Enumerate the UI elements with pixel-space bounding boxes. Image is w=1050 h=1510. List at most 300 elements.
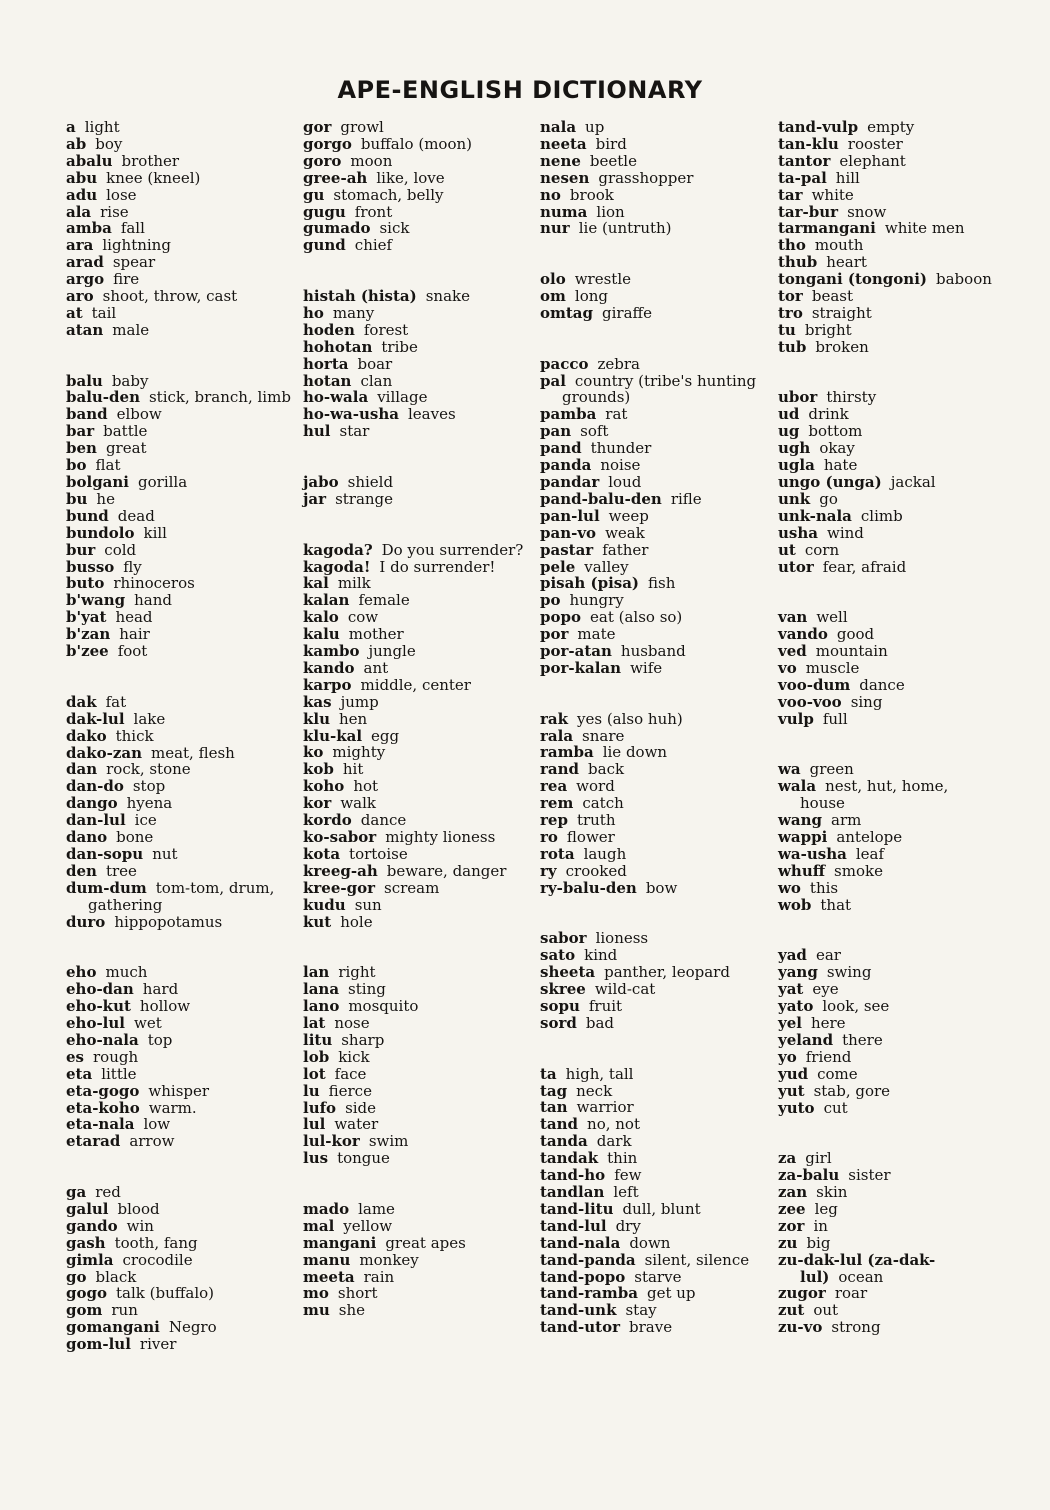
english-definition: talk (buffalo) xyxy=(116,1284,215,1303)
english-definition: weep xyxy=(608,506,649,525)
english-definition: male xyxy=(112,320,150,339)
dictionary-entry xyxy=(66,795,302,812)
dictionary-entry xyxy=(303,1032,539,1049)
dictionary-entry xyxy=(303,1269,539,1286)
dictionary-entry xyxy=(303,1066,539,1083)
ape-word: wob xyxy=(778,895,812,914)
dictionary-entry xyxy=(303,677,539,694)
dictionary-entry xyxy=(540,609,776,626)
ape-word: gom xyxy=(66,1301,103,1320)
english-definition: arrow xyxy=(129,1132,175,1151)
dictionary-entry xyxy=(303,153,539,170)
dictionary-entry xyxy=(303,694,539,711)
ape-word: bundolo xyxy=(66,523,135,542)
ape-word: wa-usha xyxy=(778,844,847,863)
ape-word: ala xyxy=(66,202,92,221)
ape-word: band xyxy=(66,405,108,424)
ape-word: dak xyxy=(66,692,97,711)
dictionary-entry xyxy=(66,271,302,288)
ape-word: eho-dan xyxy=(66,980,134,999)
ape-word: etarad xyxy=(66,1132,121,1151)
ape-word: tand-ramba xyxy=(540,1284,638,1303)
english-definition: brook xyxy=(569,185,614,204)
english-definition: dull, blunt xyxy=(622,1199,701,1218)
english-definition: front xyxy=(354,202,393,221)
dictionary-entry xyxy=(778,711,993,728)
ape-word: dak-lul xyxy=(66,709,125,728)
ape-word: rand xyxy=(540,760,580,779)
ape-word: b'zan xyxy=(66,625,111,644)
english-definition: okay xyxy=(819,439,855,458)
english-definition: come xyxy=(817,1064,858,1083)
dictionary-entry xyxy=(778,491,993,508)
english-definition: elbow xyxy=(116,405,162,424)
ape-word: zu-dak-lul (za-dak-lul) xyxy=(778,1250,936,1286)
dictionary-entry xyxy=(778,559,993,576)
section-gap xyxy=(66,660,302,694)
english-definition: warm. xyxy=(148,1098,197,1117)
ape-word: unk-nala xyxy=(778,506,852,525)
english-definition: rain xyxy=(363,1267,395,1286)
ape-word: kalu xyxy=(303,625,340,644)
ape-word: ubor xyxy=(778,388,818,407)
dictionary-entry xyxy=(778,863,993,880)
english-definition: thin xyxy=(607,1149,638,1168)
dictionary-entry xyxy=(540,170,776,187)
english-definition: truth xyxy=(576,811,616,830)
ape-word: ro xyxy=(540,828,558,847)
dictionary-entry xyxy=(778,964,993,981)
ape-word: sheeta xyxy=(540,963,596,982)
ape-word: ara xyxy=(66,236,94,255)
dictionary-entry xyxy=(540,542,776,559)
dictionary-entry xyxy=(540,153,776,170)
dictionary-entry xyxy=(66,373,302,390)
dictionary-entry xyxy=(540,1015,776,1032)
english-definition: dark xyxy=(596,1132,632,1151)
ape-word: ramba xyxy=(540,743,594,762)
ape-word: rea xyxy=(540,777,568,796)
english-definition: mighty xyxy=(332,743,386,762)
english-definition: here xyxy=(810,1013,846,1032)
english-definition: mosquito xyxy=(348,997,419,1016)
dictionary-entry xyxy=(778,1302,993,1319)
dictionary-entry xyxy=(303,423,539,440)
english-definition: noise xyxy=(600,456,641,475)
ape-word: pisah (pisa) xyxy=(540,574,640,593)
english-definition: hate xyxy=(823,456,858,475)
ape-word: bar xyxy=(66,422,95,441)
section-gap xyxy=(540,1032,776,1066)
ape-word: tand xyxy=(540,1115,579,1134)
ape-word: whuff xyxy=(778,861,826,880)
section-gap xyxy=(778,575,993,609)
dictionary-entry xyxy=(778,1066,993,1083)
ape-word: po xyxy=(540,591,561,610)
ape-word: tantor xyxy=(778,151,831,170)
english-definition: win xyxy=(126,1216,154,1235)
dictionary-entry xyxy=(66,1116,302,1133)
ape-word: yo xyxy=(778,1047,797,1066)
ape-word: pastar xyxy=(540,540,594,559)
english-definition: foot xyxy=(117,642,148,661)
dictionary-entry xyxy=(778,880,993,897)
english-definition: little xyxy=(101,1064,137,1083)
dictionary-entry xyxy=(540,136,776,153)
dictionary-entry xyxy=(540,626,776,643)
dictionary-column-3 xyxy=(540,119,776,1336)
english-definition: beast xyxy=(811,287,853,306)
dictionary-entry xyxy=(303,660,539,677)
dictionary-entry xyxy=(303,187,539,204)
dictionary-entry xyxy=(778,694,993,711)
dictionary-entry xyxy=(540,491,776,508)
dictionary-entry xyxy=(778,474,993,491)
ape-word: aro xyxy=(66,287,94,306)
ape-word: ungo (unga) xyxy=(778,473,882,492)
ape-word: zugor xyxy=(778,1284,826,1303)
ape-word: por-kalan xyxy=(540,658,622,677)
dictionary-entry xyxy=(540,220,776,237)
english-definition: antelope xyxy=(836,828,903,847)
dictionary-entry xyxy=(303,1201,539,1218)
ape-word: ud xyxy=(778,405,800,424)
dictionary-entry xyxy=(66,1285,302,1302)
english-definition: high, tall xyxy=(565,1064,634,1083)
dictionary-entry xyxy=(66,711,302,728)
dictionary-entry xyxy=(778,305,993,322)
dictionary-entry xyxy=(303,897,539,914)
dictionary-column-2 xyxy=(303,119,539,1319)
dictionary-entry xyxy=(303,322,539,339)
ape-word: koho xyxy=(303,777,345,796)
ape-word: histah (hista) xyxy=(303,287,417,306)
english-definition: kick xyxy=(338,1047,370,1066)
english-definition: tree xyxy=(105,861,137,880)
english-definition: jackal xyxy=(890,473,936,492)
dictionary-entry xyxy=(303,609,539,626)
ape-word: amba xyxy=(66,219,112,238)
dictionary-column-1 xyxy=(66,119,302,1353)
english-definition: out xyxy=(813,1301,839,1320)
dictionary-entry xyxy=(303,1218,539,1235)
dictionary-entry xyxy=(66,1218,302,1235)
english-definition: hair xyxy=(119,625,150,644)
dictionary-entry xyxy=(778,288,993,305)
dictionary-entry xyxy=(778,339,993,356)
english-definition: warrior xyxy=(576,1098,634,1117)
ape-word: sato xyxy=(540,946,576,965)
dictionary-entry xyxy=(66,778,302,795)
english-definition: hand xyxy=(134,591,172,610)
dictionary-entry xyxy=(778,204,993,221)
ape-word: pan xyxy=(540,422,572,441)
dictionary-entry xyxy=(540,930,776,947)
dictionary-entry xyxy=(540,525,776,542)
ape-word: dano xyxy=(66,828,108,847)
english-definition: star xyxy=(339,422,370,441)
ape-word: utor xyxy=(778,557,814,576)
english-definition: full xyxy=(822,709,848,728)
dictionary-entry xyxy=(778,542,993,559)
section-gap xyxy=(66,1150,302,1184)
ape-word: gumado xyxy=(303,219,371,238)
section-gap xyxy=(540,677,776,711)
dictionary-entry xyxy=(303,1015,539,1032)
dictionary-entry xyxy=(303,406,539,423)
english-definition: crooked xyxy=(565,861,627,880)
english-definition: bird xyxy=(595,134,627,153)
ape-word: voo-dum xyxy=(778,675,851,694)
english-definition: flat xyxy=(95,456,121,475)
english-definition: roar xyxy=(834,1284,868,1303)
ape-word: ug xyxy=(778,422,800,441)
english-definition: fierce xyxy=(328,1081,372,1100)
ape-word: yud xyxy=(778,1064,809,1083)
english-definition: big xyxy=(806,1233,831,1252)
dictionary-entry xyxy=(303,373,539,390)
english-definition: sick xyxy=(379,219,410,238)
english-definition: grasshopper xyxy=(598,168,694,187)
dictionary-entry xyxy=(303,288,539,305)
dictionary-entry xyxy=(778,153,993,170)
dictionary-entry xyxy=(540,1319,776,1336)
ape-word: mado xyxy=(303,1199,350,1218)
ape-word: zut xyxy=(778,1301,805,1320)
dictionary-entry xyxy=(540,457,776,474)
ape-word: lot xyxy=(303,1064,326,1083)
ape-word: busso xyxy=(66,557,115,576)
section-gap xyxy=(303,508,539,542)
english-definition: rise xyxy=(100,202,129,221)
ape-word: ved xyxy=(778,642,807,661)
ape-word: tu xyxy=(778,320,796,339)
dictionary-entry xyxy=(303,305,539,322)
dictionary-entry xyxy=(303,170,539,187)
ape-word: bolgani xyxy=(66,473,130,492)
english-definition: in xyxy=(813,1216,828,1235)
english-definition: flower xyxy=(566,828,615,847)
dictionary-entry xyxy=(66,187,302,204)
dictionary-entry xyxy=(303,1100,539,1117)
dictionary-entry xyxy=(66,1336,302,1353)
english-definition: eat (also so) xyxy=(590,608,683,627)
dictionary-entry xyxy=(303,728,539,745)
ape-word: kota xyxy=(303,844,341,863)
dictionary-entry xyxy=(540,1116,776,1133)
dictionary-entry xyxy=(778,609,993,626)
dictionary-entry xyxy=(303,998,539,1015)
dictionary-entry xyxy=(66,322,302,339)
dictionary-entry xyxy=(778,1100,993,1117)
ape-word: van xyxy=(778,608,808,627)
ape-word: lufo xyxy=(303,1098,337,1117)
english-definition: sister xyxy=(848,1166,891,1185)
ape-word: vo xyxy=(778,658,797,677)
english-definition: snow xyxy=(847,202,887,221)
dictionary-entry xyxy=(66,1252,302,1269)
dictionary-entry xyxy=(303,643,539,660)
dictionary-entry xyxy=(540,761,776,778)
english-definition: hill xyxy=(835,168,860,187)
dictionary-entry xyxy=(66,389,302,406)
english-definition: tongue xyxy=(337,1149,390,1168)
dictionary-entry xyxy=(303,778,539,795)
dictionary-entry xyxy=(778,119,993,136)
english-definition: ear xyxy=(815,946,841,965)
dictionary-entry xyxy=(303,880,539,897)
english-definition: hungry xyxy=(569,591,624,610)
dictionary-entry xyxy=(778,1285,993,1302)
ape-word: klu-kal xyxy=(303,726,363,745)
dictionary-entry xyxy=(778,220,993,237)
ape-word: mu xyxy=(303,1301,330,1320)
english-definition: arm xyxy=(831,811,862,830)
dictionary-entry xyxy=(778,1049,993,1066)
ape-word: tar-bur xyxy=(778,202,839,221)
dictionary-entry xyxy=(778,508,993,525)
dictionary-entry xyxy=(540,1285,776,1302)
english-definition: much xyxy=(105,963,148,982)
english-definition: neck xyxy=(576,1081,613,1100)
ape-word: yato xyxy=(778,997,814,1016)
dictionary-entry xyxy=(66,204,302,221)
english-definition: middle, center xyxy=(360,675,471,694)
english-definition: get up xyxy=(646,1284,696,1303)
ape-word: gando xyxy=(66,1216,118,1235)
ape-word: lul-kor xyxy=(303,1132,360,1151)
dictionary-entry xyxy=(303,575,539,592)
section-gap xyxy=(778,728,993,762)
english-definition: husband xyxy=(620,642,686,661)
english-definition: fruit xyxy=(588,997,623,1016)
dictionary-entry xyxy=(66,914,302,931)
dictionary-entry xyxy=(66,119,302,136)
dictionary-entry xyxy=(540,1167,776,1184)
ape-word: eho-nala xyxy=(66,1030,139,1049)
english-definition: cow xyxy=(347,608,379,627)
english-definition: giraffe xyxy=(602,303,653,322)
english-definition: bone xyxy=(116,828,154,847)
english-definition: bright xyxy=(804,320,852,339)
english-definition: eye xyxy=(812,980,839,999)
english-definition: village xyxy=(377,388,428,407)
dictionary-entry xyxy=(303,356,539,373)
english-definition: crocodile xyxy=(122,1250,193,1269)
dictionary-entry xyxy=(66,542,302,559)
ape-word: neeta xyxy=(540,134,587,153)
ape-word: pele xyxy=(540,557,576,576)
ape-word: buto xyxy=(66,574,105,593)
dictionary-entry xyxy=(303,339,539,356)
english-definition: brave xyxy=(629,1318,673,1337)
ape-word: litu xyxy=(303,1030,333,1049)
dictionary-entry xyxy=(66,1133,302,1150)
dictionary-entry xyxy=(540,187,776,204)
english-definition: yes (also huh) xyxy=(577,709,683,728)
ape-word: unk xyxy=(778,489,811,508)
dictionary-entry xyxy=(66,998,302,1015)
dictionary-entry xyxy=(778,1150,993,1167)
ape-word: yuto xyxy=(778,1098,815,1117)
english-definition: wife xyxy=(630,658,663,677)
english-definition: sun xyxy=(354,895,382,914)
ape-word: olo xyxy=(540,270,566,289)
dictionary-entry xyxy=(540,880,776,897)
ape-word: b'wang xyxy=(66,591,126,610)
dictionary-entry xyxy=(303,829,539,846)
ape-word: ben xyxy=(66,439,97,458)
ape-word: gogo xyxy=(66,1284,107,1303)
dictionary-entry xyxy=(303,1083,539,1100)
ape-word: balu xyxy=(66,371,103,390)
english-definition: low xyxy=(143,1115,171,1134)
ape-word: lu xyxy=(303,1081,320,1100)
ape-word: eta-gogo xyxy=(66,1081,140,1100)
english-definition: boar xyxy=(357,354,393,373)
ape-word: gu xyxy=(303,185,325,204)
english-definition: country (tribe's hunting grounds) xyxy=(562,371,757,407)
dictionary-entry xyxy=(66,220,302,237)
english-definition: rock, stone xyxy=(106,760,191,779)
ape-word: abalu xyxy=(66,151,113,170)
ape-word: pan-lul xyxy=(540,506,600,525)
ape-word: tand-popo xyxy=(540,1267,626,1286)
ape-word: tand-panda xyxy=(540,1250,636,1269)
english-definition: starve xyxy=(634,1267,682,1286)
ape-word: karpo xyxy=(303,675,352,694)
ape-word: om xyxy=(540,287,566,306)
dictionary-entry xyxy=(303,389,539,406)
dictionary-entry xyxy=(540,1150,776,1167)
english-definition: shield xyxy=(347,473,394,491)
english-definition: good xyxy=(836,625,875,644)
dictionary-entry xyxy=(778,643,993,660)
ape-word: mo xyxy=(303,1284,329,1303)
ape-word: kagoda? xyxy=(303,540,373,559)
dictionary-entry xyxy=(303,1133,539,1150)
dictionary-entry xyxy=(303,964,539,981)
ape-word: zor xyxy=(778,1216,805,1235)
english-definition: tribe xyxy=(381,337,418,356)
section-gap xyxy=(66,930,302,964)
dictionary-entry xyxy=(66,812,302,829)
dictionary-entry xyxy=(303,981,539,998)
english-definition: kind xyxy=(584,946,618,965)
dictionary-entry xyxy=(66,1083,302,1100)
english-definition: lame xyxy=(358,1199,395,1218)
ape-word: b'zee xyxy=(66,642,109,661)
english-definition: face xyxy=(334,1064,367,1083)
english-definition: knee (kneel) xyxy=(106,168,201,187)
english-definition: bottom xyxy=(808,422,863,441)
english-definition: this xyxy=(809,878,839,897)
ape-word: rota xyxy=(540,844,575,863)
english-definition: brother xyxy=(121,151,180,170)
english-definition: thick xyxy=(115,726,154,745)
english-definition: head xyxy=(115,608,153,627)
dictionary-entry xyxy=(778,812,993,829)
english-definition: thirsty xyxy=(826,388,877,407)
ape-word: tandak xyxy=(540,1149,599,1168)
english-definition: mighty lioness xyxy=(385,828,496,847)
english-definition: up xyxy=(585,118,605,136)
english-definition: long xyxy=(574,287,608,306)
english-definition: bad xyxy=(585,1013,614,1032)
dictionary-entry xyxy=(66,440,302,457)
ape-word: pand xyxy=(540,439,582,458)
english-definition: she xyxy=(338,1301,366,1320)
